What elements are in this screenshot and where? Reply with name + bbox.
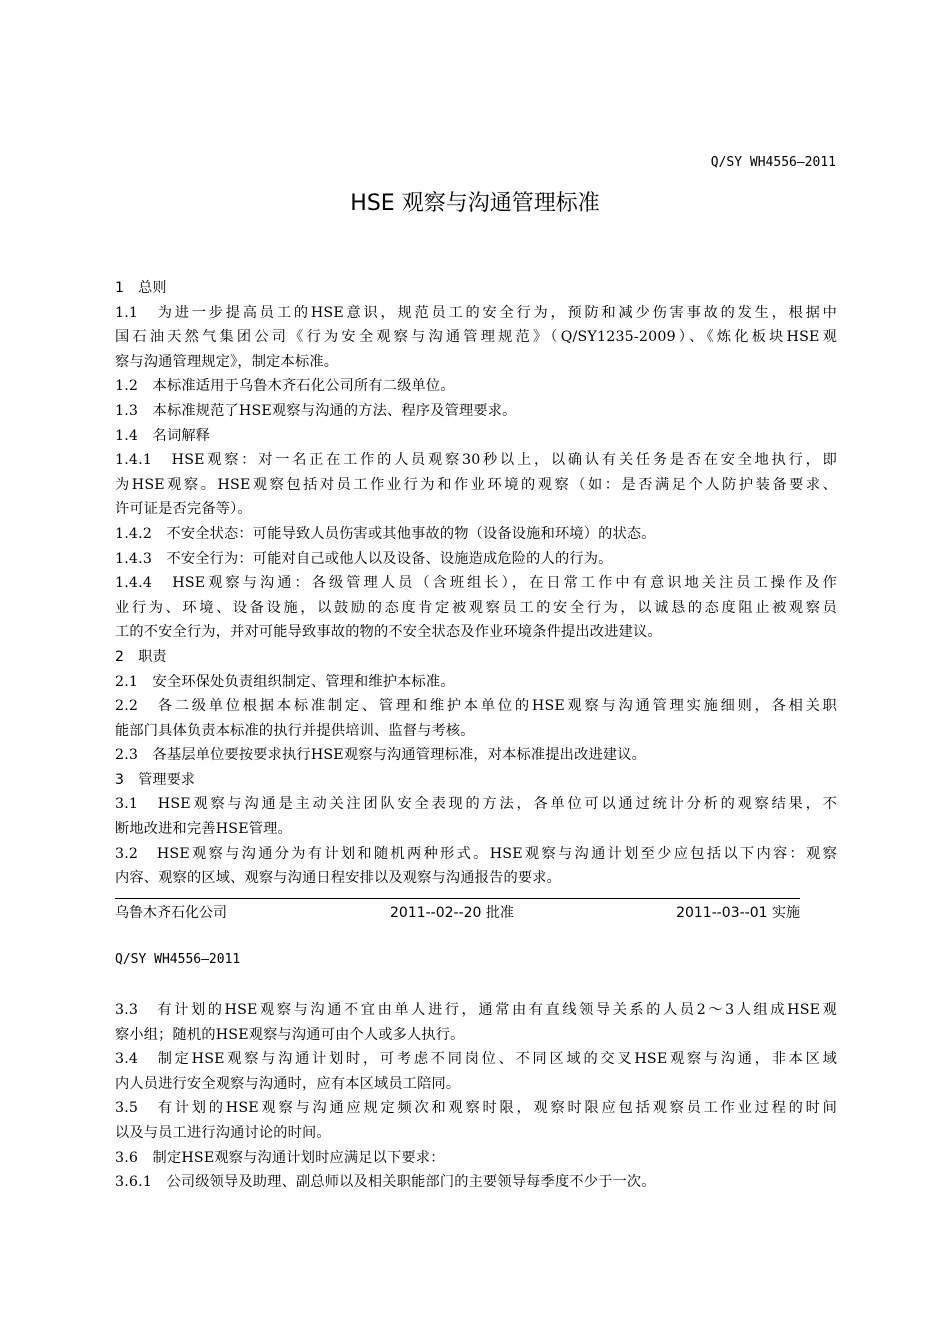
footer-approval-date: 2011--02--20 批准 [390, 905, 514, 921]
footer-divider [115, 898, 800, 899]
body-line: 1.4 名词解释 [115, 427, 211, 444]
body-line: 为HSE观察。HSE观察包括对员工作业行为和作业环境的观察（如：是否满足个人防护装备要求、 [115, 476, 837, 493]
body-line: 1.4.4 HSE观察与沟通：各级管理人员（含班组长），在日常工作中有意识地关注员工操作及作 [115, 575, 837, 592]
section-heading: 3 管理要求 [115, 771, 196, 788]
body-line: 1.1 为进一步提高员工的HSE意识，规范员工的安全行为，预防和减少伤害事故的发生，根据中 [115, 304, 837, 321]
body-line: 察小组；随机的HSE观察与沟通可由个人或多人执行。 [115, 1026, 465, 1043]
page-footer [115, 900, 800, 922]
body-line: 工的不安全行为，并对可能导致事故的物的不安全状态及作业环境条件提出改进建议。 [115, 624, 662, 641]
body-line: 3.5 有计划的HSE观察与沟通应规定频次和观察时限，观察时限应包括观察员工作业过程的时间 [115, 1100, 837, 1117]
page1-body [115, 276, 837, 891]
body-line: 1.4.2 不安全状态：可能导致人员伤害或其他事故的物（设备设施和环境）的状态。 [115, 525, 656, 542]
section-heading: 1 总则 [115, 280, 167, 296]
standard-code-page2: Q/SY WH4556—2011 [115, 952, 241, 967]
section-heading: 2 职责 [115, 648, 167, 665]
body-line: 许可证是否完备等）。 [115, 501, 252, 518]
body-line: 断地改进和完善HSE管理。 [115, 821, 292, 838]
body-line: 2.3 各基层单位要按要求执行HSE观察与沟通管理标准，对本标准提出改进建议。 [115, 747, 647, 764]
body-line: 以及与员工进行沟通讨论的时间。 [115, 1124, 331, 1141]
body-line: 国石油天然气集团公司《行为安全观察与沟通管理规范》（Q/SY1235-2009）、《炼化板块HSE观 [115, 329, 837, 346]
body-line: 业行为、环境、设备设施，以鼓励的态度肯定被观察员工的安全行为，以诚恳的态度阻止被观察员 [115, 599, 837, 616]
body-line: 3.1 HSE观察与沟通是主动关注团队安全表现的方法，各单位可以通过统计分析的观察结果，不 [115, 796, 837, 813]
footer-effective-date: 2011--03--01 实施 [676, 905, 800, 921]
body-line: 3.2 HSE观察与沟通分为有计划和随机两种形式。HSE观察与沟通计划至少应包括以下内容：观察 [115, 845, 837, 862]
body-line: 2.1 安全环保处负责组织制定、管理和维护本标准。 [115, 673, 455, 690]
body-line: 1.2 本标准适用于乌鲁木齐石化公司所有二级单位。 [115, 378, 455, 395]
body-line: 2.2 各二级单位根据本标准制定、管理和维护本单位的HSE观察与沟通管理实施细则，各相关职 [115, 698, 837, 715]
body-line: 察与沟通管理规定》，制定本标准。 [115, 353, 339, 370]
body-line: 1.4.3 不安全行为：可能对自己或他人以及设备、设施造成危险的人的行为。 [115, 550, 613, 567]
body-line: 内容、观察的区域、观察与沟通日程安排以及观察与沟通报告的要求。 [115, 870, 562, 887]
document-title: HSE 观察与沟通管理标准 [350, 191, 600, 216]
page2-body [115, 998, 837, 1195]
body-line: 3.3 有计划的HSE观察与沟通不宜由单人进行，通常由有直线领导关系的人员2～3人组成HSE观 [115, 1002, 837, 1018]
body-line: 3.6.1 公司级领导及助理、副总师以及相关职能部门的主要领导每季度不少于一次。 [115, 1174, 656, 1191]
body-line: 3.4 制定HSE观察与沟通计划时，可考虑不同岗位、不同区域的交叉HSE观察与沟通，非本区域 [115, 1051, 837, 1068]
body-line: 内人员进行安全观察与沟通时，应有本区域员工陪同。 [115, 1075, 461, 1092]
body-line: 1.4.1 HSE观察：对一名正在工作的人员观察30秒以上，以确认有关任务是否在安全地执行，即 [115, 452, 837, 469]
footer-company: 乌鲁木齐石化公司 [115, 905, 227, 921]
body-line: 能部门具体负责本标准的执行并提供培训、监督与考核。 [115, 722, 475, 739]
standard-code-header: Q/SY WH4556—2011 [710, 155, 836, 170]
body-line: 1.3 本标准规范了HSE观察与沟通的方法、程序及管理要求。 [115, 402, 517, 419]
body-line: 3.6 制定HSE观察与沟通计划时应满足以下要求： [115, 1149, 445, 1166]
